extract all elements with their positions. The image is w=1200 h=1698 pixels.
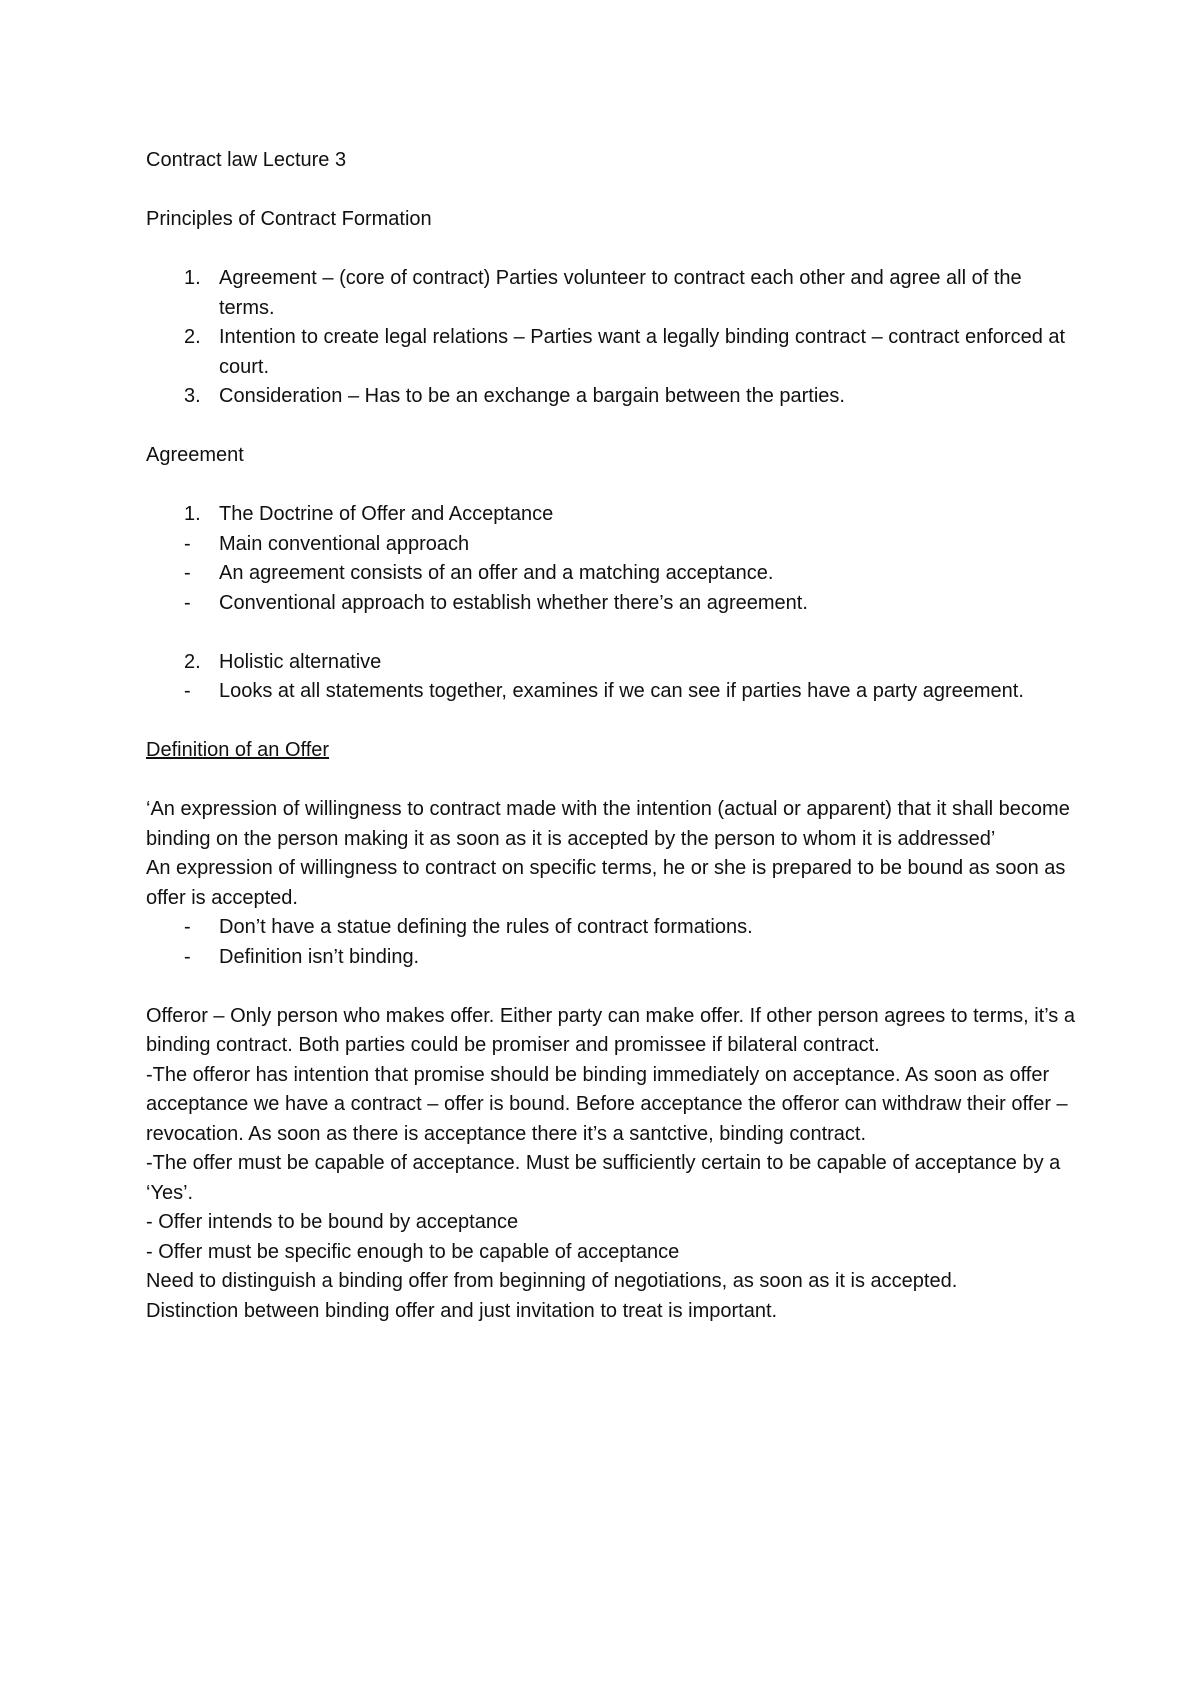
offeror-paragraph: Need to distinguish a binding offer from beginning of negotiations, as soon as it is accepted. — [146, 1270, 958, 1292]
offeror-paragraph: - Offer must be specific enough to be capable of acceptance — [146, 1240, 680, 1263]
agreement-list-2 — [146, 648, 1076, 707]
list-item — [146, 943, 1076, 973]
list-item-text: Consideration – Has to be an exchange a bargain between the parties. — [219, 385, 845, 407]
list-item — [146, 382, 1076, 412]
list-item — [146, 913, 1076, 943]
list-item-text: Agreement – (core of contract) Parties volunteer to contract each other and agree all of the terms. — [219, 267, 1022, 319]
list-item-text: The Doctrine of Offer and Acceptance — [219, 503, 554, 525]
offeror-paragraph: Distinction between binding offer and just invitation to treat is important. — [146, 1299, 778, 1322]
list-marker: - — [184, 680, 191, 702]
list-item-text: Looks at all statements together, examines if we can see if parties have a party agreement. — [219, 680, 1024, 702]
principles-list — [146, 264, 1076, 412]
offeror-paragraph: Offeror – Only person who makes offer. Either party can make offer. If other person agrees to terms, it’s a binding contract. Both parties could be promiser and promissee if bilateral contract. — [146, 1004, 1075, 1056]
spacer — [146, 707, 1076, 737]
list-item-text: Intention to create legal relations – Parties want a legally binding contract – contract enforced at court. — [219, 326, 1066, 378]
list-item — [146, 500, 1076, 530]
offeror-paragraph: -The offeror has intention that promise should be binding immediately on acceptance. As soon as offer acceptance we have a contract – offer is bound. Before acceptance the offeror can withdraw their offer – revocation. As soon as there is acceptance there it’s a santctive, binding contract. — [146, 1063, 1068, 1145]
document-page — [146, 146, 1076, 1326]
list-marker: 2. — [184, 650, 201, 673]
spacer — [146, 235, 1076, 265]
offeror-paragraph: -The offer must be capable of acceptance. Must be sufficiently certain to be capable of acceptance by a ‘Yes’. — [146, 1152, 1061, 1204]
agreement-list-1 — [146, 500, 1076, 618]
spacer — [146, 766, 1076, 796]
list-item — [146, 559, 1076, 589]
offeror-paragraph: - Offer intends to be bound by acceptance — [146, 1211, 519, 1233]
principles-heading: Principles of Contract Formation — [146, 208, 432, 230]
list-item — [146, 264, 1076, 323]
list-item-text: Conventional approach to establish whether there’s an agreement. — [219, 591, 808, 614]
list-item-text: Main conventional approach — [219, 532, 470, 555]
spacer — [146, 176, 1076, 206]
agreement-heading: Agreement — [146, 444, 244, 466]
list-item — [146, 589, 1076, 619]
definition-heading: Definition of an Offer — [146, 739, 330, 761]
list-item — [146, 530, 1076, 560]
list-item-text: Holistic alternative — [219, 650, 382, 673]
list-marker: - — [184, 945, 191, 968]
definition-paraphrase: An expression of willingness to contract on specific terms, he or she is prepared to be bound as soon as offer is accepted. — [146, 857, 1066, 909]
list-marker: - — [184, 916, 191, 938]
list-item — [146, 648, 1076, 678]
list-marker: 2. — [184, 326, 201, 348]
spacer — [146, 471, 1076, 501]
list-marker: - — [184, 562, 191, 584]
list-item-text: Don’t have a statue defining the rules of contract formations. — [219, 916, 753, 938]
list-item-text: Definition isn’t binding. — [219, 945, 420, 968]
document-title: Contract law Lecture 3 — [146, 149, 347, 171]
list-item — [146, 323, 1076, 382]
definition-quote: ‘An expression of willingness to contract made with the intention (actual or apparent) that it shall become binding on the person making it as soon as it is accepted by the person to whom it is addressed’ — [146, 798, 1070, 850]
list-marker: - — [184, 532, 191, 555]
spacer — [146, 412, 1076, 442]
list-marker: 1. — [184, 503, 201, 525]
list-item-text: An agreement consists of an offer and a matching acceptance. — [219, 562, 774, 584]
list-marker: 1. — [184, 267, 201, 289]
list-item — [146, 677, 1076, 707]
list-marker: - — [184, 591, 191, 614]
spacer — [146, 618, 1076, 648]
list-marker: 3. — [184, 385, 201, 407]
definition-bullets — [146, 913, 1076, 972]
spacer — [146, 972, 1076, 1002]
